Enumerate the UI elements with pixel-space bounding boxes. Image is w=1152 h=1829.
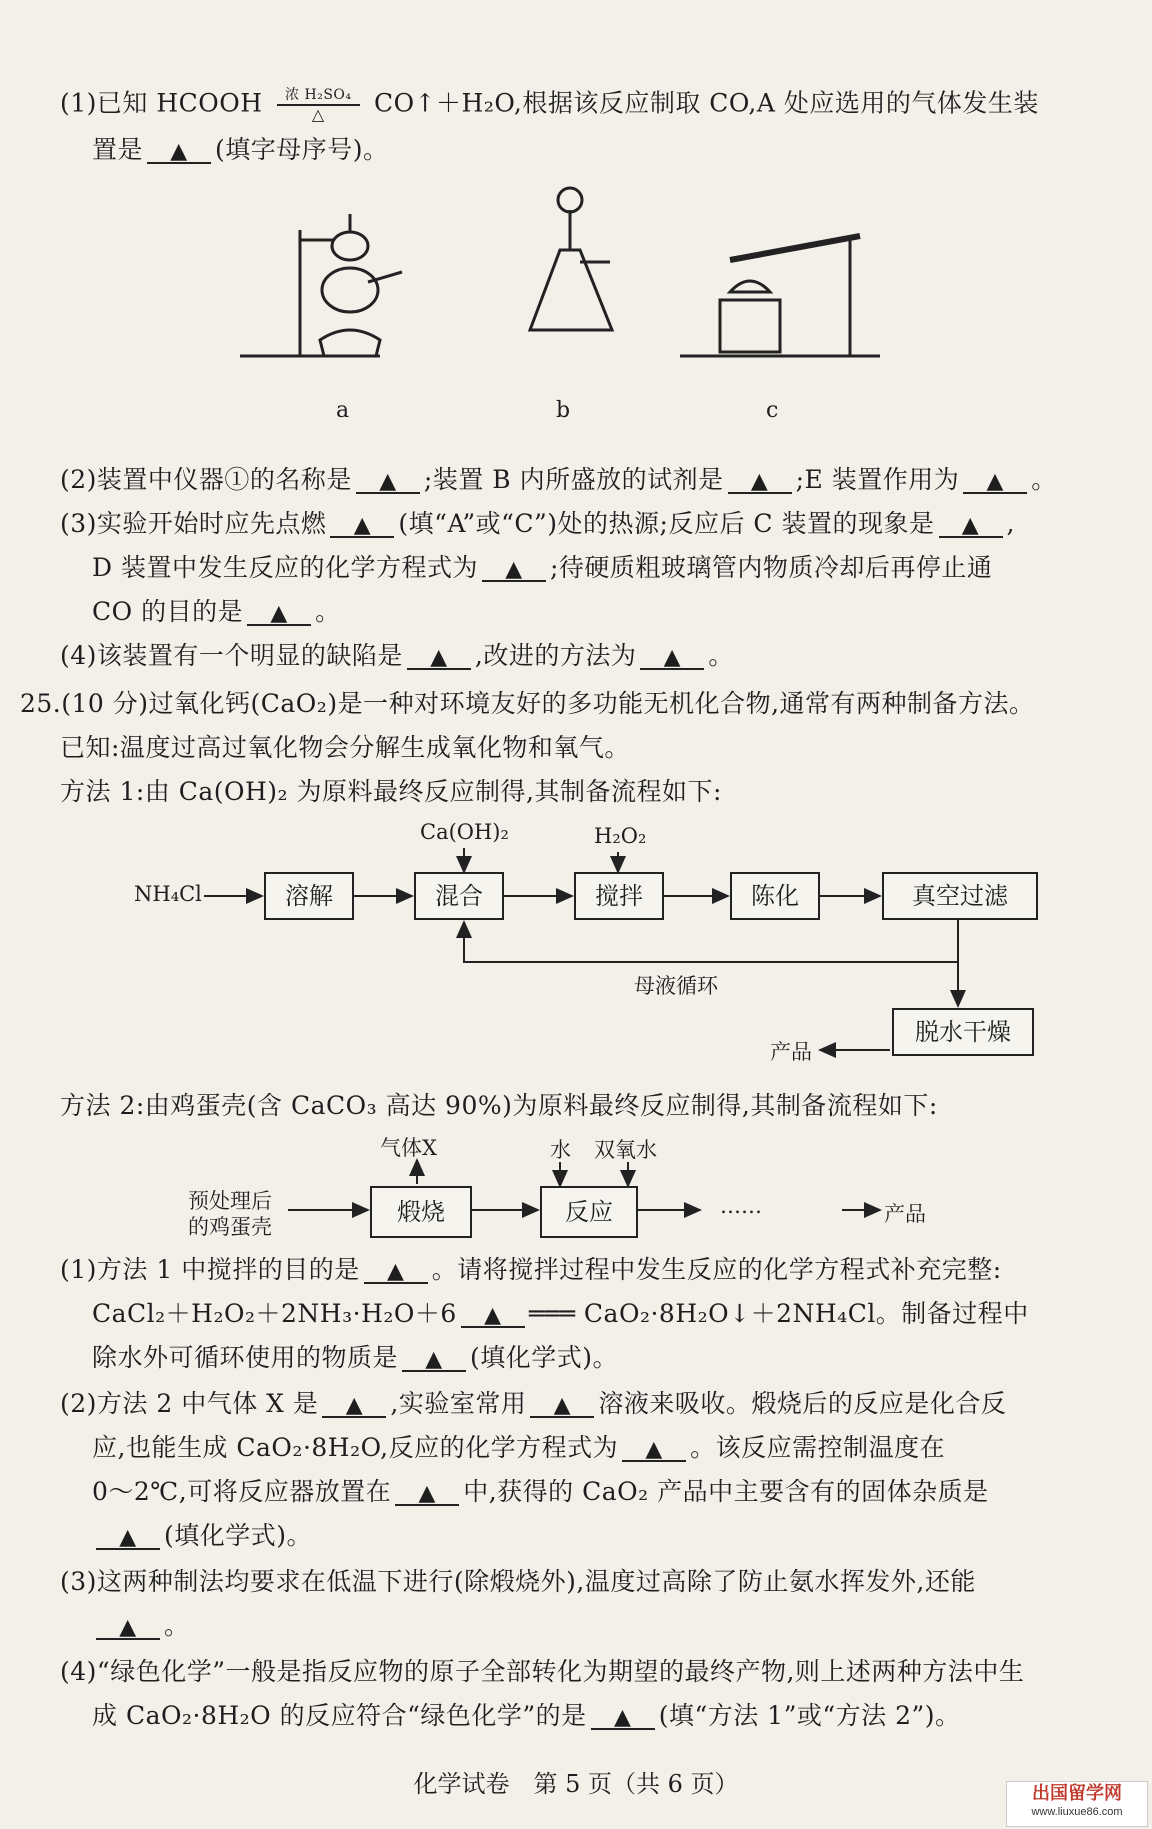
text: 置是 <box>92 135 144 164</box>
text: 0～2℃,可将反应器放置在 <box>92 1477 392 1506</box>
text: 。 <box>315 597 341 626</box>
blank-mark: ▲ <box>613 1705 632 1730</box>
watermark-url: www.liuxue86.com <box>1031 1806 1123 1818</box>
flow2-box-calcine: 煅烧 <box>370 1186 472 1238</box>
answer-blank[interactable] <box>530 1388 594 1418</box>
q25-part2-line3 <box>92 1476 989 1508</box>
q25-intro: 25.(10 分)过氧化钙(CaO₂)是一种对环境友好的多功能无机化合物,通常有两种制备方法。 <box>20 689 1035 718</box>
flow2-box-react: 反应 <box>540 1186 638 1238</box>
watermark-logo <box>1006 1781 1148 1827</box>
flow1-input-h2o2: H₂O₂ <box>594 824 647 848</box>
q25-part4-line2 <box>92 1700 961 1732</box>
q25-part2-line2 <box>92 1432 945 1464</box>
blank-mark: ▲ <box>484 1303 502 1328</box>
flow1-box-dry: 脱水干燥 <box>892 1008 1034 1056</box>
condition-heat: △ <box>311 105 325 124</box>
condition-catalyst: 浓 H₂SO₄ <box>277 86 359 106</box>
answer-blank[interactable] <box>96 1520 160 1550</box>
flow2-start-line2: 的鸡蛋壳 <box>188 1215 272 1239</box>
flow2-gas-x: 气体X <box>380 1136 437 1160</box>
q25-method2: 方法 2:由鸡蛋壳(含 CaCO₃ 高达 90%)为原料最终反应制得,其制备流程如下: <box>60 1091 938 1120</box>
text: 。 <box>1031 465 1057 494</box>
text: CO 的目的是 <box>92 597 244 626</box>
apparatus-label-c: c <box>766 398 779 423</box>
answer-blank[interactable] <box>402 1342 466 1372</box>
blank-mark: ▲ <box>353 513 372 538</box>
q25-method1: 方法 1:由 Ca(OH)₂ 为原料最终反应制得,其制备流程如下: <box>60 777 722 806</box>
text: 应,也能生成 CaO₂·8H₂O,反应的化学方程式为 <box>92 1433 619 1462</box>
text: , <box>1006 509 1015 538</box>
text: CO↑＋H₂O,根据该反应制取 CO,A 处应选用的气体发生装 <box>373 88 1039 118</box>
q25-part4-line1: (4)“绿色化学”一般是指反应物的原子全部转化为期望的最终产物,则上述两种方法中生 <box>60 1657 1025 1686</box>
blank-mark: ▲ <box>425 1347 443 1372</box>
answer-blank[interactable] <box>395 1476 459 1506</box>
blank-mark: ▲ <box>663 645 682 670</box>
blank-mark: ▲ <box>379 469 397 494</box>
q25-part2-line1 <box>60 1388 1006 1420</box>
text: 。该反应需控制温度在 <box>690 1433 946 1462</box>
text: 除水外可循环使用的物质是 <box>92 1343 399 1372</box>
blank-mark: ▲ <box>270 601 288 626</box>
watermark-name: 出国留学网 <box>1032 1783 1122 1803</box>
flow1-start: NH₄Cl <box>134 882 202 906</box>
text: 成 CaO₂·8H₂O 的反应符合“绿色化学”的是 <box>92 1701 587 1730</box>
flow1-input-caoh2: Ca(OH)₂ <box>420 820 509 844</box>
blank-mark: ▲ <box>430 645 448 670</box>
q25-part1-line1 <box>60 1254 1002 1286</box>
blank-mark: ▲ <box>553 1393 572 1418</box>
apparatus-label-b: b <box>556 398 571 423</box>
text: 。 <box>708 641 734 670</box>
q25-part3-line2 <box>92 1610 190 1642</box>
flow1-box-age: 陈化 <box>730 872 820 920</box>
flow2-start-line1: 预处理后 <box>188 1189 272 1213</box>
text: (填“A”或“C”)处的热源;反应后 C 装置的现象是 <box>398 509 935 538</box>
q25-known: 已知:温度过高过氧化物会分解生成氧化物和氧气。 <box>60 733 630 762</box>
blank-mark: ▲ <box>750 469 769 494</box>
text: (1)方法 1 中搅拌的目的是 <box>60 1255 360 1284</box>
flow1-box-dissolve: 溶解 <box>264 872 354 920</box>
answer-blank[interactable] <box>622 1432 686 1462</box>
text: CaCl₂＋H₂O₂＋2NH₃·H₂O＋6 <box>92 1299 457 1328</box>
flow1-box-mix: 混合 <box>414 872 504 920</box>
blank-mark: ▲ <box>345 1393 364 1418</box>
text: ,改进的方法为 <box>474 641 637 670</box>
text: ;装置 B 内所盛放的试剂是 <box>423 465 724 494</box>
blank-mark: ▲ <box>119 1615 137 1640</box>
flow1-box-filter: 真空过滤 <box>882 872 1038 920</box>
text: (填字母序号)。 <box>215 135 389 164</box>
flow2-product: 产品 <box>884 1202 926 1226</box>
apparatus-label-a: a <box>336 398 350 423</box>
text: 溶液来吸收。煅烧后的反应是化合反 <box>598 1389 1007 1418</box>
text: (3)实验开始时应先点燃 <box>60 509 327 538</box>
flow1-box-stir: 搅拌 <box>574 872 664 920</box>
blank-mark: ▲ <box>986 469 1004 494</box>
text: (2)装置中仪器①的名称是 <box>60 465 352 494</box>
text: ;E 装置作用为 <box>795 465 960 494</box>
flow1-product: 产品 <box>770 1040 812 1064</box>
blank-mark: ▲ <box>418 1481 436 1506</box>
text: (2)方法 2 中气体 X 是 <box>60 1389 319 1418</box>
flow2-start <box>188 1188 272 1240</box>
text: (4)该装置有一个明显的缺陷是 <box>60 641 403 670</box>
answer-blank[interactable] <box>364 1254 428 1284</box>
q25-part1-line3 <box>92 1342 618 1374</box>
flow2-peroxide: 双氧水 <box>594 1138 657 1162</box>
blank-mark: ▲ <box>645 1437 663 1462</box>
text: (填化学式)。 <box>164 1521 313 1550</box>
q25-part3-line1: (3)这两种制法均要求在低温下进行(除煅烧外),温度过高除了防止氨水挥发外,还能 <box>60 1567 976 1596</box>
text: ═══ CaO₂·8H₂O↓＋2NH₄Cl。制备过程中 <box>528 1299 1029 1328</box>
flow2-water: 水 <box>550 1138 571 1162</box>
answer-blank[interactable] <box>461 1298 525 1328</box>
text: 中,获得的 CaO₂ 产品中主要含有的固体杂质是 <box>463 1477 989 1506</box>
text: (填化学式)。 <box>470 1343 619 1372</box>
q25-part1-line2 <box>92 1298 1029 1330</box>
blank-mark: ▲ <box>170 139 188 164</box>
answer-blank[interactable] <box>591 1700 655 1730</box>
answer-blank[interactable] <box>322 1388 386 1418</box>
text: 。请将搅拌过程中发生反应的化学方程式补充完整: <box>431 1255 1002 1284</box>
blank-mark: ▲ <box>119 1525 137 1550</box>
text: ;待硬质粗玻璃管内物质冷却后再停止通 <box>550 553 993 582</box>
blank-mark: ▲ <box>961 513 980 538</box>
flow1-loop-label: 母液循环 <box>634 974 718 998</box>
text: (1)已知 HCOOH <box>60 88 263 118</box>
page-footer: 化学试卷 第 5 页（共 6 页） <box>413 1770 739 1798</box>
blank-mark: ▲ <box>387 1259 405 1284</box>
q25-part2-line4 <box>92 1520 312 1552</box>
text: (填“方法 1”或“方法 2”)。 <box>658 1701 961 1730</box>
text: 。 <box>164 1611 190 1640</box>
flow2-dots: …… <box>720 1194 762 1218</box>
text: ,实验室常用 <box>390 1389 527 1418</box>
blank-mark: ▲ <box>505 557 523 582</box>
answer-blank[interactable] <box>96 1610 160 1640</box>
text: D 装置中发生反应的化学方程式为 <box>92 553 478 582</box>
